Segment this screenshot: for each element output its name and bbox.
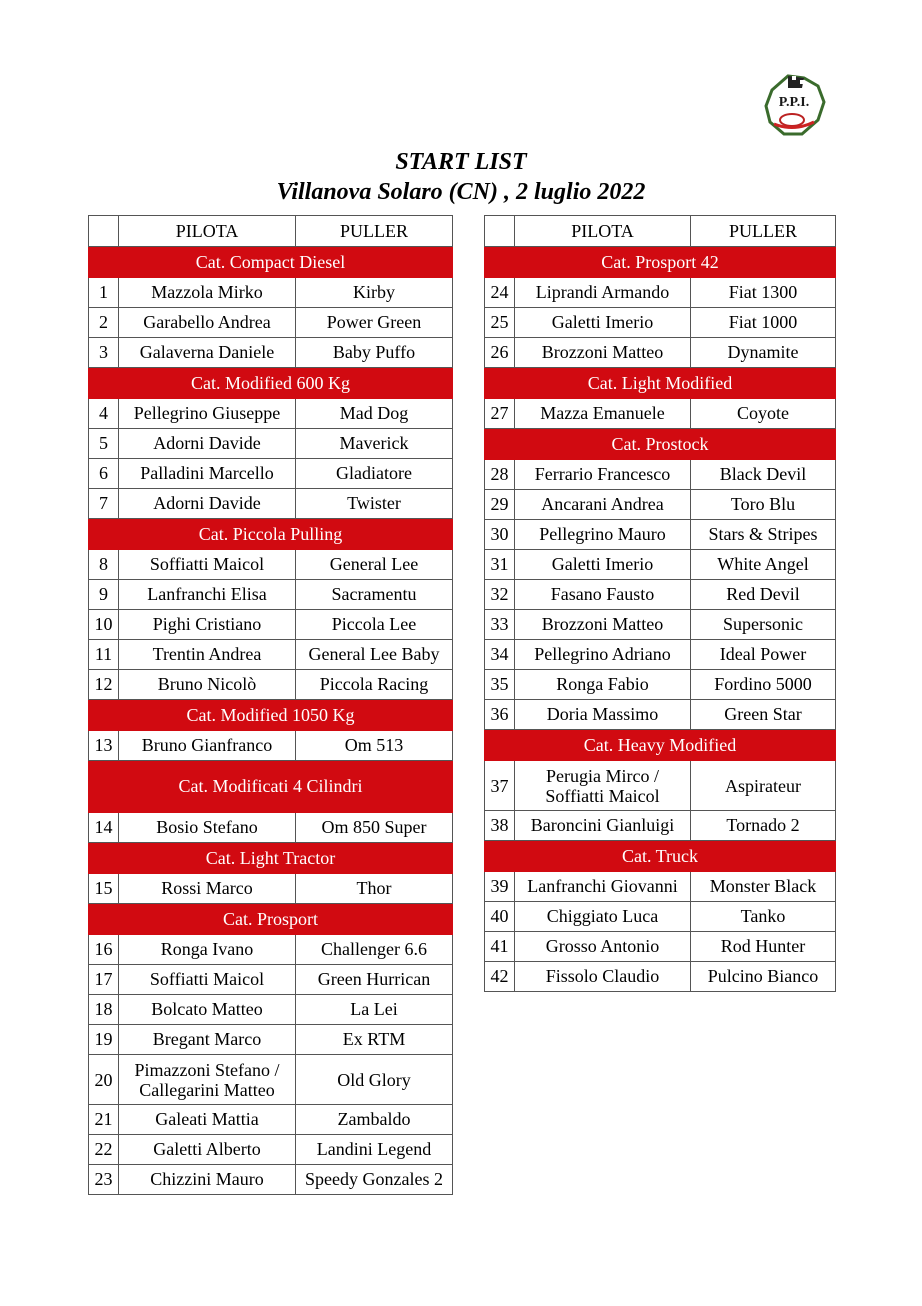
table-row bbox=[89, 1105, 453, 1135]
entry-puller: Tanko bbox=[691, 902, 836, 932]
pilota-name: Bruno Gianfranco bbox=[141, 735, 273, 755]
entry-puller: Fordino 5000 bbox=[691, 670, 836, 700]
start-list-table-right bbox=[484, 215, 836, 992]
table-row bbox=[89, 731, 453, 761]
entry-number: 28 bbox=[485, 460, 515, 490]
entry-puller: Fiat 1000 bbox=[691, 308, 836, 338]
entry-puller: Rod Hunter bbox=[691, 932, 836, 962]
entry-puller: Om 850 Super bbox=[296, 813, 453, 843]
pilota-name: Galeati Mattia bbox=[155, 1109, 259, 1129]
entry-puller: General Lee bbox=[296, 550, 453, 580]
entry-number: 9 bbox=[89, 580, 119, 610]
pilota-name: Baroncini Gianluigi bbox=[530, 815, 675, 835]
entry-pilota bbox=[119, 308, 296, 338]
entry-puller: Landini Legend bbox=[296, 1135, 453, 1165]
table-row bbox=[89, 813, 453, 843]
entry-pilota bbox=[515, 700, 691, 730]
pilota-name: Pighi Cristiano bbox=[152, 614, 262, 634]
entry-puller: White Angel bbox=[691, 550, 836, 580]
category-label: Cat. Light Modified bbox=[485, 368, 836, 399]
table-row bbox=[89, 640, 453, 670]
entry-number: 16 bbox=[89, 935, 119, 965]
entry-number: 31 bbox=[485, 550, 515, 580]
table-row bbox=[485, 610, 836, 640]
pilota-name: Ferrario Francesco bbox=[534, 464, 671, 484]
category-label: Cat. Heavy Modified bbox=[485, 730, 836, 761]
entry-puller: Aspirateur bbox=[691, 761, 836, 811]
pilota-name: Galetti Alberto bbox=[153, 1139, 261, 1159]
entry-pilota bbox=[515, 399, 691, 429]
pilota-name: Chizzini Mauro bbox=[150, 1169, 264, 1189]
entry-number: 10 bbox=[89, 610, 119, 640]
entry-puller: Red Devil bbox=[691, 580, 836, 610]
pilota-name: Ancarani Andrea bbox=[541, 494, 664, 514]
table-row bbox=[485, 932, 836, 962]
category-label: Cat. Prostock bbox=[485, 429, 836, 460]
entry-puller: Monster Black bbox=[691, 872, 836, 902]
entry-pilota bbox=[119, 278, 296, 308]
pilota-name: Trentin Andrea bbox=[152, 644, 262, 664]
entry-puller: General Lee Baby bbox=[296, 640, 453, 670]
entry-puller: Baby Puffo bbox=[296, 338, 453, 368]
pilota-name: Pellegrino Adriano bbox=[534, 644, 671, 664]
pilota-name: Ronga Ivano bbox=[160, 939, 254, 959]
header-puller: PULLER bbox=[691, 216, 836, 247]
table-row bbox=[89, 995, 453, 1025]
category-label: Cat. Modified 600 Kg bbox=[89, 368, 453, 399]
pilota-name: Chiggiato Luca bbox=[546, 906, 659, 926]
category-row bbox=[89, 700, 453, 731]
table-row bbox=[89, 489, 453, 519]
table-row bbox=[89, 935, 453, 965]
table-row bbox=[485, 640, 836, 670]
entry-puller: Toro Blu bbox=[691, 490, 836, 520]
entry-number: 29 bbox=[485, 490, 515, 520]
entry-pilota bbox=[119, 1135, 296, 1165]
pilota-name: Liprandi Armando bbox=[535, 282, 670, 302]
entry-number: 13 bbox=[89, 731, 119, 761]
entry-number: 14 bbox=[89, 813, 119, 843]
entry-puller: Green Hurrican bbox=[296, 965, 453, 995]
table-row bbox=[89, 670, 453, 700]
table-header-row bbox=[485, 216, 836, 247]
entry-pilota bbox=[515, 761, 691, 811]
entry-pilota bbox=[119, 1105, 296, 1135]
entry-pilota bbox=[119, 935, 296, 965]
entry-puller: Kirby bbox=[296, 278, 453, 308]
category-row bbox=[485, 368, 836, 399]
pilota-name: Pimazzoni Stefano / bbox=[134, 1059, 280, 1080]
table-row bbox=[89, 308, 453, 338]
entry-number: 41 bbox=[485, 932, 515, 962]
category-label: Cat. Prosport bbox=[89, 904, 453, 935]
entry-puller: Fiat 1300 bbox=[691, 278, 836, 308]
pilota-name: Soffiatti Maicol bbox=[149, 554, 265, 574]
entry-number: 3 bbox=[89, 338, 119, 368]
entry-puller: Piccola Lee bbox=[296, 610, 453, 640]
table-row bbox=[485, 700, 836, 730]
entry-pilota bbox=[515, 962, 691, 992]
header-number-cell bbox=[89, 216, 119, 247]
entry-pilota bbox=[119, 640, 296, 670]
entry-pilota bbox=[119, 1025, 296, 1055]
entry-pilota bbox=[515, 932, 691, 962]
entry-puller: La Lei bbox=[296, 995, 453, 1025]
table-row bbox=[89, 399, 453, 429]
entry-number: 37 bbox=[485, 761, 515, 811]
table-row bbox=[485, 550, 836, 580]
entry-number: 38 bbox=[485, 811, 515, 841]
header-pilota: PILOTA bbox=[119, 216, 296, 247]
table-row bbox=[89, 1055, 453, 1105]
pilota-name: Galaverna Daniele bbox=[139, 342, 275, 362]
pilota-name: Bruno Nicolò bbox=[157, 674, 257, 694]
pilota-name: Lanfranchi Giovanni bbox=[527, 876, 678, 896]
table-row bbox=[485, 580, 836, 610]
entry-number: 8 bbox=[89, 550, 119, 580]
table-row bbox=[89, 1135, 453, 1165]
category-row bbox=[89, 843, 453, 874]
entry-pilota bbox=[515, 308, 691, 338]
entry-number: 39 bbox=[485, 872, 515, 902]
entry-number: 20 bbox=[89, 1055, 119, 1105]
pilota-name: Garabello Andrea bbox=[143, 312, 271, 332]
entry-number: 34 bbox=[485, 640, 515, 670]
page-subtitle: Villanova Solaro (CN) , 2 luglio 2022 bbox=[276, 179, 646, 205]
table-row bbox=[485, 308, 836, 338]
entry-number: 18 bbox=[89, 995, 119, 1025]
pilota-name: Bolcato Matteo bbox=[151, 999, 263, 1019]
pilota-name: Adorni Davide bbox=[153, 493, 261, 513]
entry-pilota bbox=[515, 460, 691, 490]
entry-pilota bbox=[515, 490, 691, 520]
category-label: Cat. Truck bbox=[485, 841, 836, 872]
category-row bbox=[89, 247, 453, 278]
entry-puller: Coyote bbox=[691, 399, 836, 429]
entry-pilota bbox=[119, 489, 296, 519]
entry-number: 21 bbox=[89, 1105, 119, 1135]
entry-puller: Om 513 bbox=[296, 731, 453, 761]
entry-puller: Power Green bbox=[296, 308, 453, 338]
entry-pilota bbox=[119, 995, 296, 1025]
pilota-name: Bosio Stefano bbox=[156, 817, 258, 837]
pilota-name: Soffiatti Maicol bbox=[149, 969, 265, 989]
table-header-row bbox=[89, 216, 453, 247]
entry-puller: Tornado 2 bbox=[691, 811, 836, 841]
category-row bbox=[89, 519, 453, 550]
table-row bbox=[89, 580, 453, 610]
table-row bbox=[89, 610, 453, 640]
entry-puller: Black Devil bbox=[691, 460, 836, 490]
entry-puller: Ideal Power bbox=[691, 640, 836, 670]
entry-number: 40 bbox=[485, 902, 515, 932]
table-row bbox=[89, 459, 453, 489]
pilota-name: Fissolo Claudio bbox=[545, 966, 660, 986]
entry-number: 33 bbox=[485, 610, 515, 640]
pilota-name: Fasano Fausto bbox=[550, 584, 655, 604]
entry-number: 6 bbox=[89, 459, 119, 489]
pilota-name: Rossi Marco bbox=[161, 878, 253, 898]
table-row bbox=[89, 1165, 453, 1195]
category-row bbox=[485, 247, 836, 278]
entry-puller: Ex RTM bbox=[296, 1025, 453, 1055]
category-row bbox=[89, 904, 453, 935]
entry-pilota bbox=[515, 640, 691, 670]
entry-puller: Challenger 6.6 bbox=[296, 935, 453, 965]
table-row bbox=[485, 811, 836, 841]
entry-pilota bbox=[515, 610, 691, 640]
pilota-name: Galetti Imerio bbox=[551, 312, 654, 332]
entry-pilota bbox=[515, 580, 691, 610]
entry-puller: Stars & Stripes bbox=[691, 520, 836, 550]
entry-pilota bbox=[515, 338, 691, 368]
pilota-name: Doria Massimo bbox=[546, 704, 659, 724]
table-row bbox=[89, 965, 453, 995]
pilota-name: Perugia Mirco / bbox=[546, 765, 659, 786]
entry-pilota bbox=[515, 278, 691, 308]
entry-pilota bbox=[515, 811, 691, 841]
entry-number: 23 bbox=[89, 1165, 119, 1195]
category-row bbox=[485, 429, 836, 460]
table-row bbox=[485, 490, 836, 520]
entry-pilota bbox=[515, 520, 691, 550]
table-row bbox=[485, 761, 836, 811]
pilota-name: Lanfranchi Elisa bbox=[147, 584, 267, 604]
entry-pilota bbox=[119, 813, 296, 843]
entry-pilota bbox=[119, 1165, 296, 1195]
entry-pilota bbox=[515, 872, 691, 902]
entry-pilota bbox=[119, 459, 296, 489]
entry-number: 19 bbox=[89, 1025, 119, 1055]
entry-puller: Gladiatore bbox=[296, 459, 453, 489]
table-row bbox=[485, 399, 836, 429]
entry-number: 25 bbox=[485, 308, 515, 338]
entry-pilota bbox=[119, 338, 296, 368]
entry-number: 4 bbox=[89, 399, 119, 429]
pilota-name: Brozzoni Matteo bbox=[541, 614, 664, 634]
entry-puller: Supersonic bbox=[691, 610, 836, 640]
pilota-name: Pellegrino Mauro bbox=[539, 524, 666, 544]
ppi-logo-icon bbox=[758, 68, 830, 140]
pilota-name: Adorni Davide bbox=[153, 433, 261, 453]
table-row bbox=[485, 670, 836, 700]
entry-number: 1 bbox=[89, 278, 119, 308]
entry-puller: Mad Dog bbox=[296, 399, 453, 429]
logo-text: P.P.I. bbox=[778, 95, 810, 110]
pilota-name: Mazza Emanuele bbox=[540, 403, 665, 423]
entry-pilota bbox=[119, 670, 296, 700]
entry-puller: Old Glory bbox=[296, 1055, 453, 1105]
entry-pilota bbox=[119, 399, 296, 429]
entry-number: 30 bbox=[485, 520, 515, 550]
pilota-name: Pellegrino Giuseppe bbox=[133, 403, 281, 423]
category-label: Cat. Compact Diesel bbox=[89, 247, 453, 278]
category-label: Cat. Modified 1050 Kg bbox=[89, 700, 453, 731]
header-pilota: PILOTA bbox=[515, 216, 691, 247]
entry-pilota bbox=[119, 610, 296, 640]
category-row bbox=[89, 368, 453, 399]
entry-puller: Green Star bbox=[691, 700, 836, 730]
entry-number: 17 bbox=[89, 965, 119, 995]
entry-pilota bbox=[119, 731, 296, 761]
pilota-name: Grosso Antonio bbox=[545, 936, 660, 956]
entry-puller: Twister bbox=[296, 489, 453, 519]
category-row bbox=[485, 841, 836, 872]
category-label: Cat. Light Tractor bbox=[89, 843, 453, 874]
entry-number: 15 bbox=[89, 874, 119, 904]
entry-puller: Zambaldo bbox=[296, 1105, 453, 1135]
entry-number: 27 bbox=[485, 399, 515, 429]
table-row bbox=[89, 874, 453, 904]
header-number-cell bbox=[485, 216, 515, 247]
entry-pilota bbox=[119, 874, 296, 904]
pilota-name: Galetti Imerio bbox=[551, 554, 654, 574]
entry-puller: Thor bbox=[296, 874, 453, 904]
entry-number: 35 bbox=[485, 670, 515, 700]
entry-number: 42 bbox=[485, 962, 515, 992]
entry-puller: Pulcino Bianco bbox=[691, 962, 836, 992]
entry-number: 32 bbox=[485, 580, 515, 610]
start-list-table-left bbox=[88, 215, 453, 1195]
entry-puller: Piccola Racing bbox=[296, 670, 453, 700]
pilota-name: Mazzola Mirko bbox=[151, 282, 263, 302]
table-row bbox=[485, 460, 836, 490]
entry-pilota bbox=[119, 550, 296, 580]
pilota-name: Palladini Marcello bbox=[140, 463, 274, 483]
page-title: START LIST bbox=[395, 149, 527, 175]
category-label: Cat. Piccola Pulling bbox=[89, 519, 453, 550]
entry-number: 11 bbox=[89, 640, 119, 670]
table-row bbox=[485, 520, 836, 550]
entry-puller: Maverick bbox=[296, 429, 453, 459]
entry-puller: Speedy Gonzales 2 bbox=[296, 1165, 453, 1195]
entry-number: 7 bbox=[89, 489, 119, 519]
category-label: Cat. Prosport 42 bbox=[485, 247, 836, 278]
pilota-name: Brozzoni Matteo bbox=[541, 342, 664, 362]
pilota-name: Ronga Fabio bbox=[556, 674, 649, 694]
table-row bbox=[485, 902, 836, 932]
entry-pilota bbox=[515, 670, 691, 700]
table-row bbox=[89, 550, 453, 580]
category-row bbox=[89, 761, 453, 813]
entry-number: 26 bbox=[485, 338, 515, 368]
category-label: Cat. Modificati 4 Cilindri bbox=[89, 761, 453, 813]
table-row bbox=[89, 338, 453, 368]
pilota-name-second: Soffiatti Maicol bbox=[545, 785, 660, 806]
entry-puller: Dynamite bbox=[691, 338, 836, 368]
table-row bbox=[485, 872, 836, 902]
table-row bbox=[485, 278, 836, 308]
entry-number: 24 bbox=[485, 278, 515, 308]
table-row bbox=[485, 338, 836, 368]
table-row bbox=[89, 278, 453, 308]
entry-pilota bbox=[119, 965, 296, 995]
entry-number: 12 bbox=[89, 670, 119, 700]
entry-pilota bbox=[515, 550, 691, 580]
table-row bbox=[89, 1025, 453, 1055]
entry-number: 2 bbox=[89, 308, 119, 338]
entry-puller: Sacramentu bbox=[296, 580, 453, 610]
pilota-name: Bregant Marco bbox=[152, 1029, 262, 1049]
header-puller: PULLER bbox=[296, 216, 453, 247]
entry-pilota bbox=[119, 1055, 296, 1105]
entry-pilota bbox=[515, 902, 691, 932]
category-row bbox=[485, 730, 836, 761]
entry-number: 5 bbox=[89, 429, 119, 459]
table-row bbox=[89, 429, 453, 459]
entry-number: 36 bbox=[485, 700, 515, 730]
entry-pilota bbox=[119, 580, 296, 610]
table-row bbox=[485, 962, 836, 992]
entry-number: 22 bbox=[89, 1135, 119, 1165]
entry-pilota bbox=[119, 429, 296, 459]
pilota-name-second: Callegarini Matteo bbox=[139, 1079, 275, 1100]
